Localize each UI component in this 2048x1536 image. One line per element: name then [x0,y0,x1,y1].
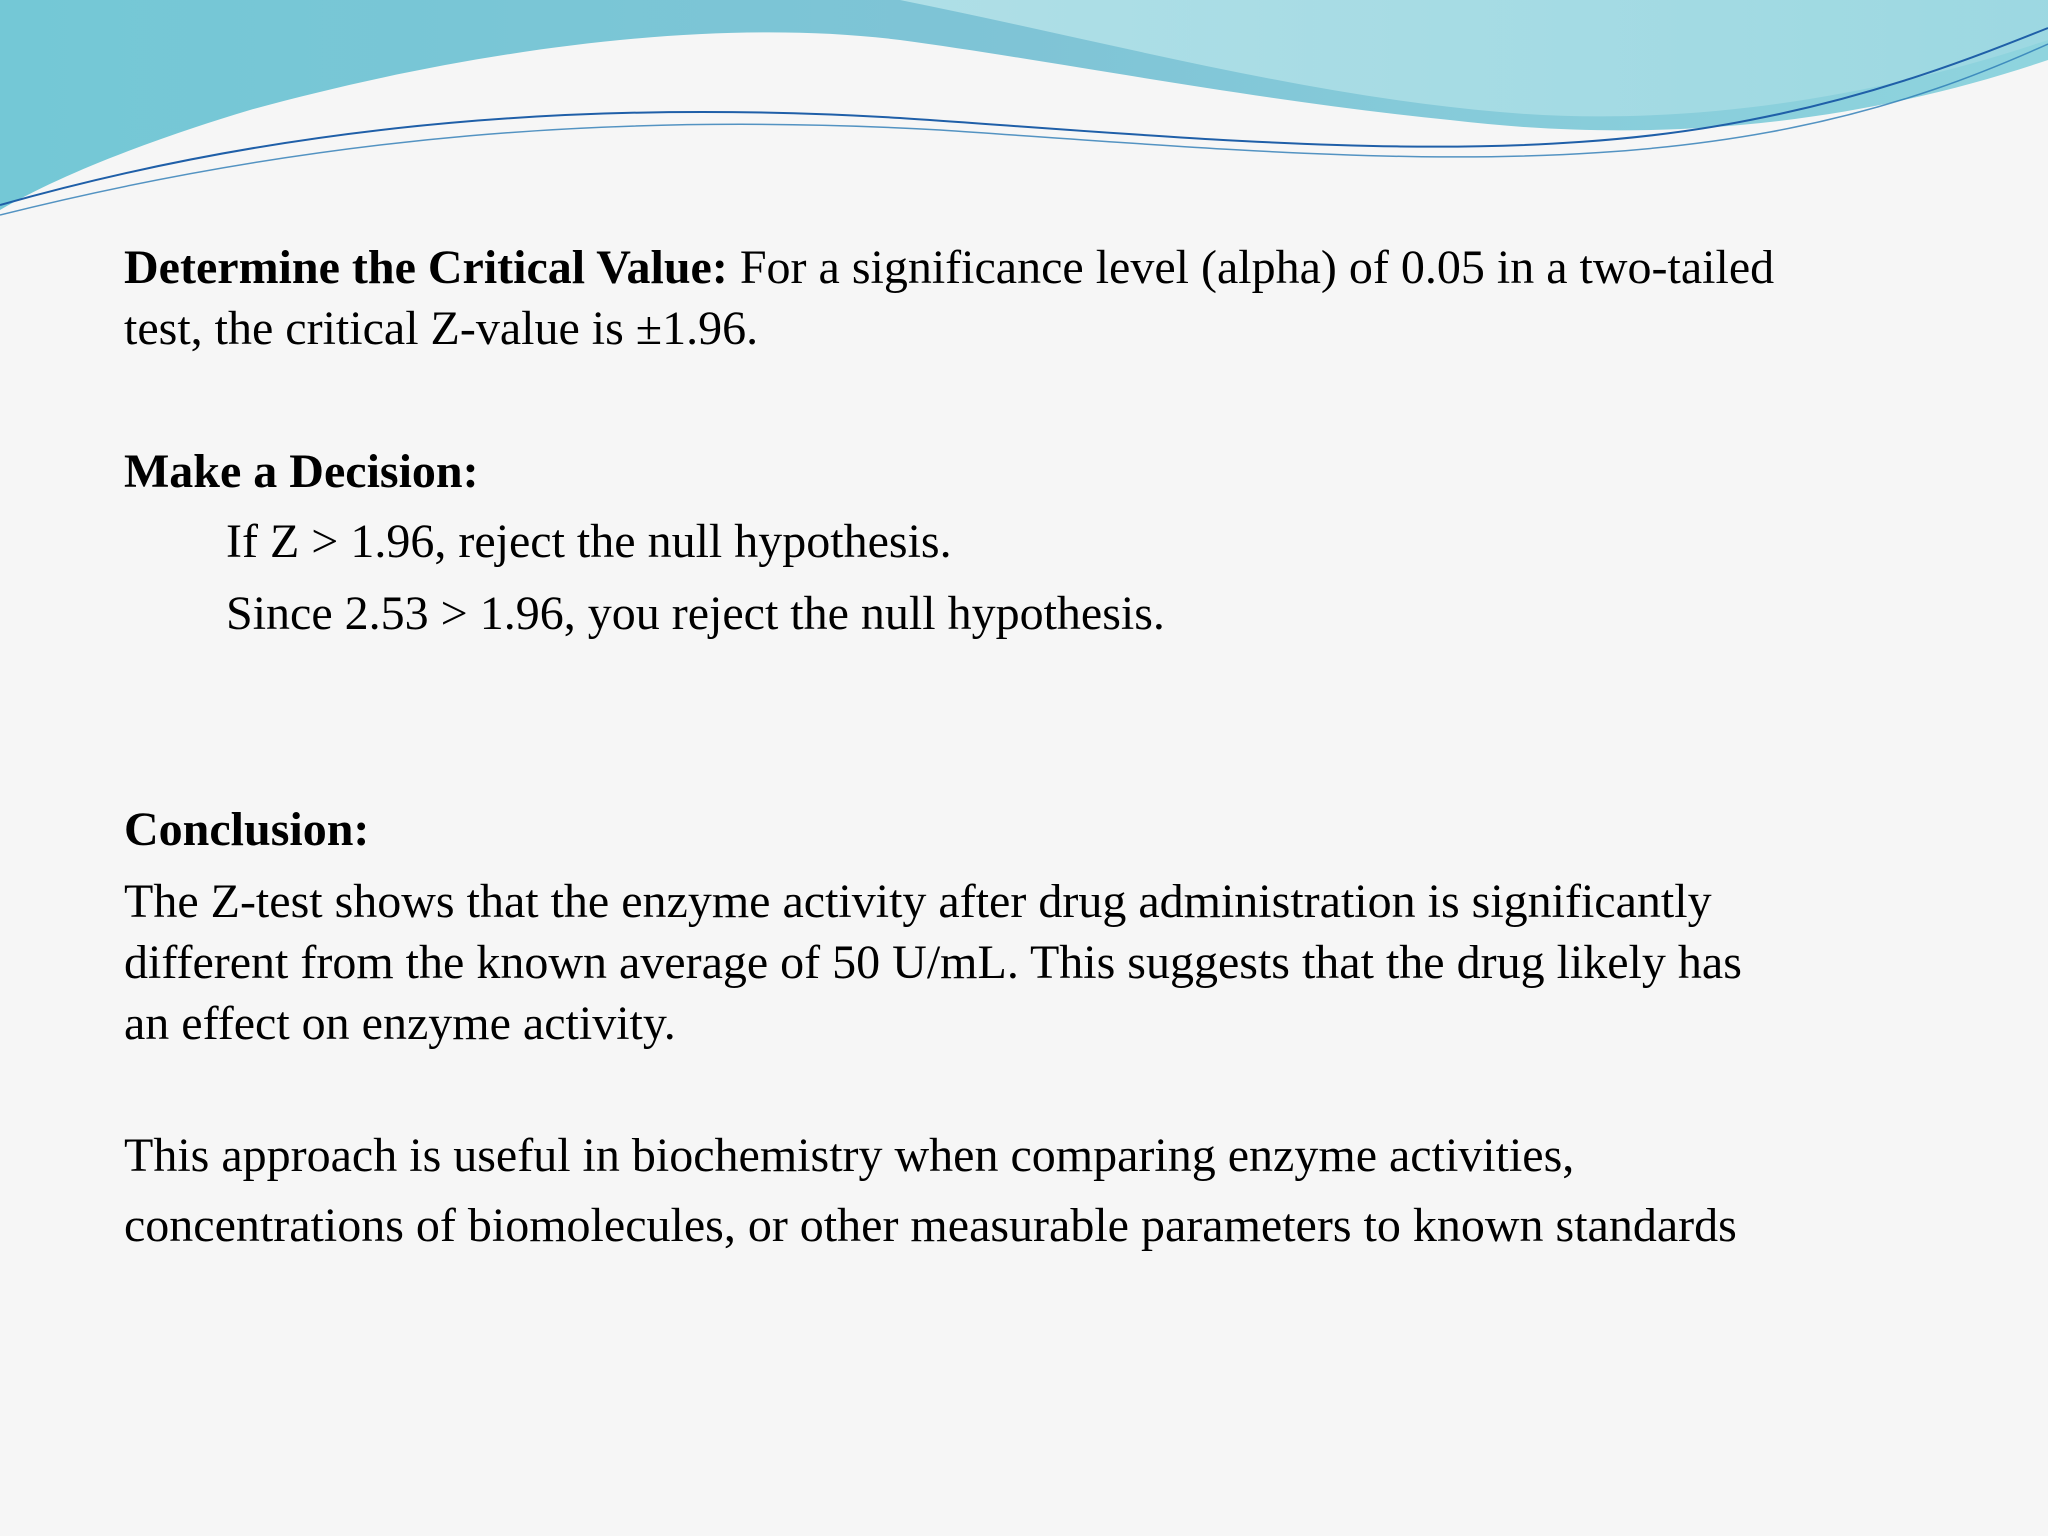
decision-heading-text: Make a Decision: [124,445,479,498]
conclusion-line: The Z-test shows that the enzyme activity after drug administration is significantly [124,875,1712,928]
decision-rule: If Z > 1.96, reject the null hypothesis. [226,515,952,568]
critical-value-line2: test, the critical Z-value is ±1.96. [124,302,759,355]
conclusion-heading-text: Conclusion: [124,803,370,856]
wave-header-decoration [0,0,2048,240]
conclusion-line: different from the known average of 50 U/mL. This suggests that the drug likely has [124,936,1742,989]
approach-line: This approach is useful in biochemistry when comparing enzyme activities, [124,1129,1575,1182]
critical-value-line1 [124,237,1924,298]
decision-heading [124,441,1924,502]
conclusion-line: an effect on enzyme activity. [124,997,676,1050]
critical-value-text: For a significance level (alpha) of 0.05 in a two-tailed [727,241,1775,294]
decision-result: Since 2.53 > 1.96, you reject the null hypothesis. [226,587,1165,640]
approach-line: concentrations of biomolecules, or other measurable parameters to known standards [124,1199,1737,1252]
conclusion-heading [124,799,1924,860]
critical-value-heading: Determine the Critical Value: [124,241,728,294]
